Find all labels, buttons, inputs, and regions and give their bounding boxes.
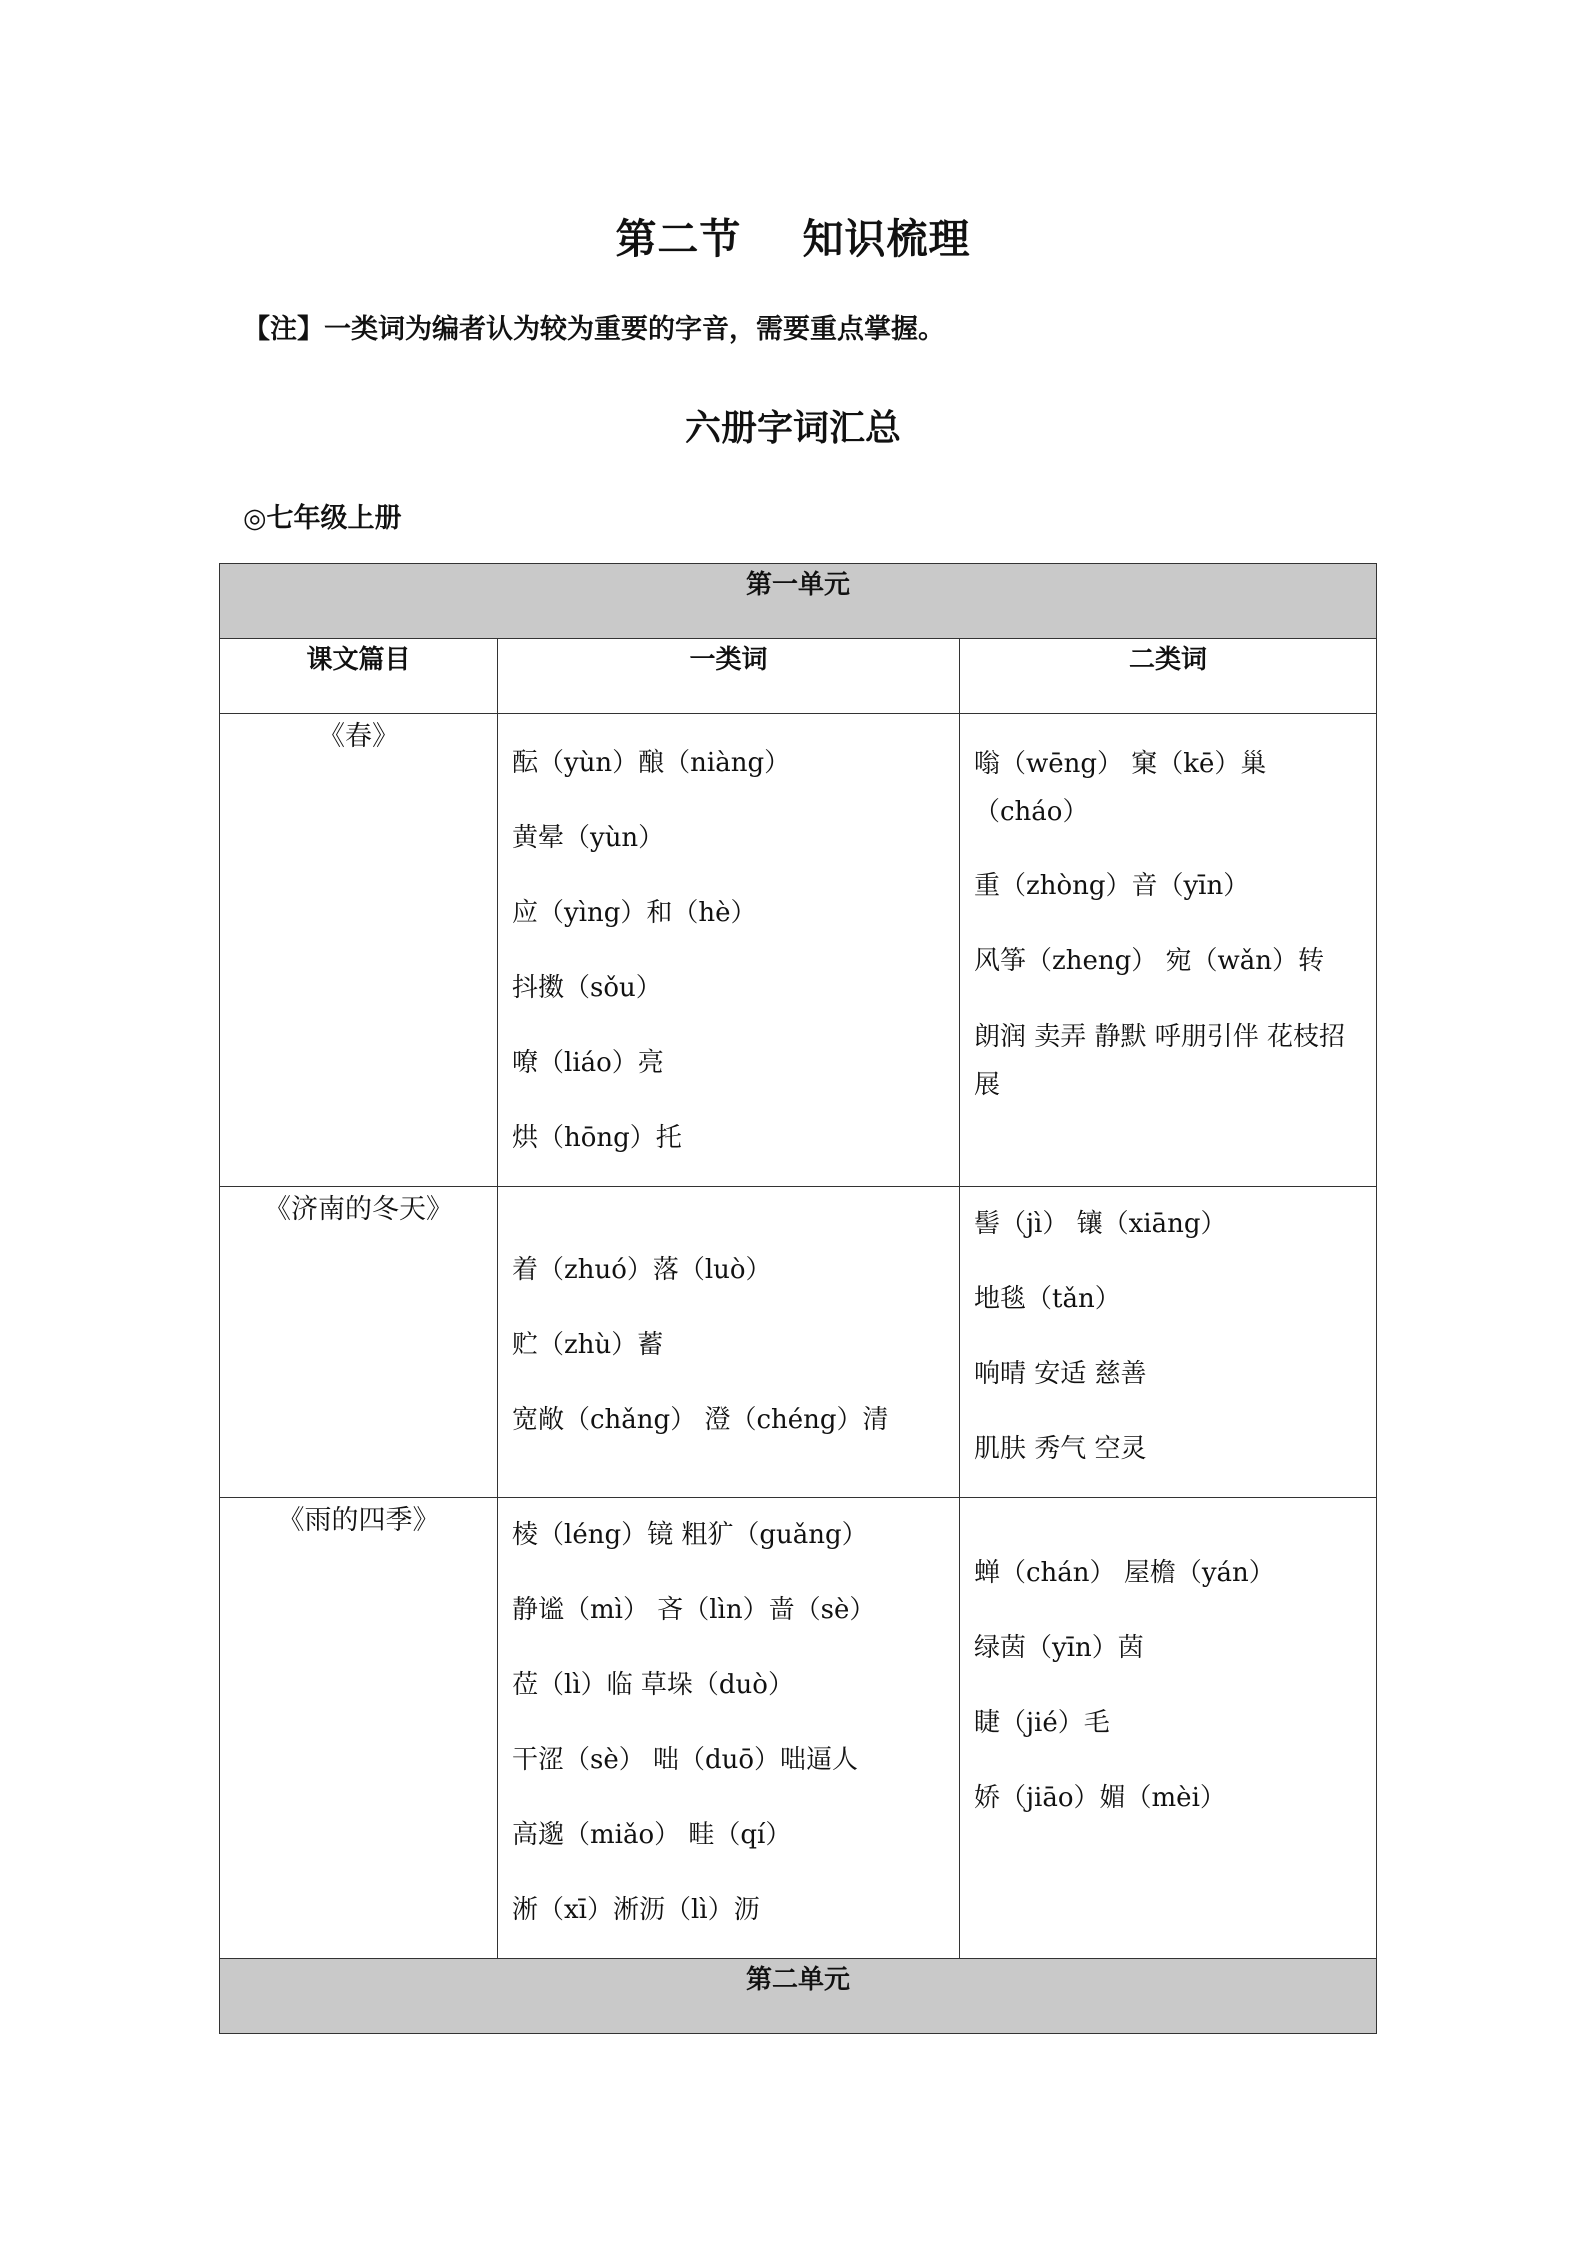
column-header-class2: 二类词 bbox=[1129, 645, 1208, 675]
word-entry: 蝉（chán） 屋檐（yán） bbox=[974, 1558, 1275, 1588]
lesson-cell bbox=[220, 1498, 498, 1959]
vocab-table bbox=[219, 563, 1377, 2034]
column-header-cell bbox=[220, 639, 498, 714]
lesson-cell bbox=[220, 714, 498, 1187]
class2-cell bbox=[960, 1187, 1377, 1498]
lesson-title: 《济南的冬天》 bbox=[264, 1194, 453, 1225]
word-entry: 肌肤 秀气 空灵 bbox=[974, 1434, 1147, 1464]
word-entry: 宽敞（chǎng） 澄（chéng）清 bbox=[512, 1405, 889, 1435]
column-header-class1: 一类词 bbox=[689, 645, 768, 675]
word-entry: 响晴 安适 慈善 bbox=[974, 1359, 1147, 1389]
unit-label: 第二单元 bbox=[746, 1965, 851, 1995]
word-entry: 高邈（miǎo） 畦（qí） bbox=[512, 1820, 792, 1850]
table-row bbox=[220, 1498, 1377, 1959]
word-entry: 酝（yùn）酿（niàng） bbox=[512, 748, 791, 778]
column-header-lesson: 课文篇目 bbox=[306, 645, 411, 675]
unit-row-1 bbox=[220, 564, 1377, 639]
word-entry: 重（zhòng）音（yīn） bbox=[974, 871, 1250, 901]
lesson-title: 《春》 bbox=[318, 721, 399, 752]
word-entry: 嗡（wēng） 窠（kē）巢（cháo） bbox=[974, 749, 1267, 827]
word-entry: 嘹（liáo）亮 bbox=[512, 1048, 664, 1078]
word-entry: 烘（hōng）托 bbox=[512, 1123, 682, 1153]
word-entry: 着（zhuó）落（luò） bbox=[512, 1255, 772, 1285]
class1-cell bbox=[498, 714, 960, 1187]
lesson-cell bbox=[220, 1187, 498, 1498]
table-row bbox=[220, 714, 1377, 1187]
unit-label: 第一单元 bbox=[746, 570, 851, 600]
word-entry: 娇（jiāo）媚（mèi） bbox=[974, 1783, 1226, 1813]
word-entry: 莅（lì）临 草垛（duò） bbox=[512, 1670, 794, 1700]
grade-heading: ◎七年级上册 bbox=[243, 503, 402, 534]
lesson-title: 《雨的四季》 bbox=[277, 1505, 440, 1536]
word-entry: 静谧（mì） 吝（lìn）啬（sè） bbox=[512, 1595, 876, 1625]
column-header-cell bbox=[960, 639, 1377, 714]
column-header-cell bbox=[498, 639, 960, 714]
section-subtitle: 六册字词汇总 bbox=[684, 407, 901, 449]
word-entry: 干涩（sè） 咄（duō）咄逼人 bbox=[512, 1745, 859, 1775]
page-title: 第二节 知识梳理 bbox=[615, 215, 971, 263]
word-entry: 风筝（zheng） 宛（wǎn）转 bbox=[974, 946, 1324, 976]
word-entry: 棱（léng）镜 粗犷（guǎng） bbox=[512, 1520, 868, 1550]
class1-cell bbox=[498, 1498, 960, 1959]
note-text: 【注】一类词为编者认为较为重要的字音，需要重点掌握。 bbox=[243, 314, 945, 345]
word-entry: 淅（xī）淅沥（lì）沥 bbox=[512, 1895, 760, 1925]
unit-header-cell bbox=[220, 564, 1377, 639]
word-entry: 地毯（tǎn） bbox=[974, 1284, 1121, 1314]
word-entry: 黄晕（yùn） bbox=[512, 823, 665, 853]
class2-cell bbox=[960, 1498, 1377, 1959]
class2-cell bbox=[960, 714, 1377, 1187]
word-entry: 朗润 卖弄 静默 呼朋引伴 花枝招展 bbox=[974, 1022, 1346, 1100]
class1-cell bbox=[498, 1187, 960, 1498]
unit-header-cell bbox=[220, 1959, 1377, 2034]
word-entry: 应（yìng）和（hè） bbox=[512, 898, 757, 928]
column-header-row bbox=[220, 639, 1377, 714]
word-entry: 绿茵（yīn）茵 bbox=[974, 1633, 1144, 1663]
word-entry: 髻（jì） 镶（xiāng） bbox=[974, 1209, 1227, 1239]
word-entry: 睫（jié）毛 bbox=[974, 1708, 1110, 1738]
word-entry: 抖擞（sǒu） bbox=[512, 973, 662, 1003]
table-row bbox=[220, 1187, 1377, 1498]
unit-row-2 bbox=[220, 1959, 1377, 2034]
word-entry: 贮（zhù）蓄 bbox=[512, 1330, 664, 1360]
